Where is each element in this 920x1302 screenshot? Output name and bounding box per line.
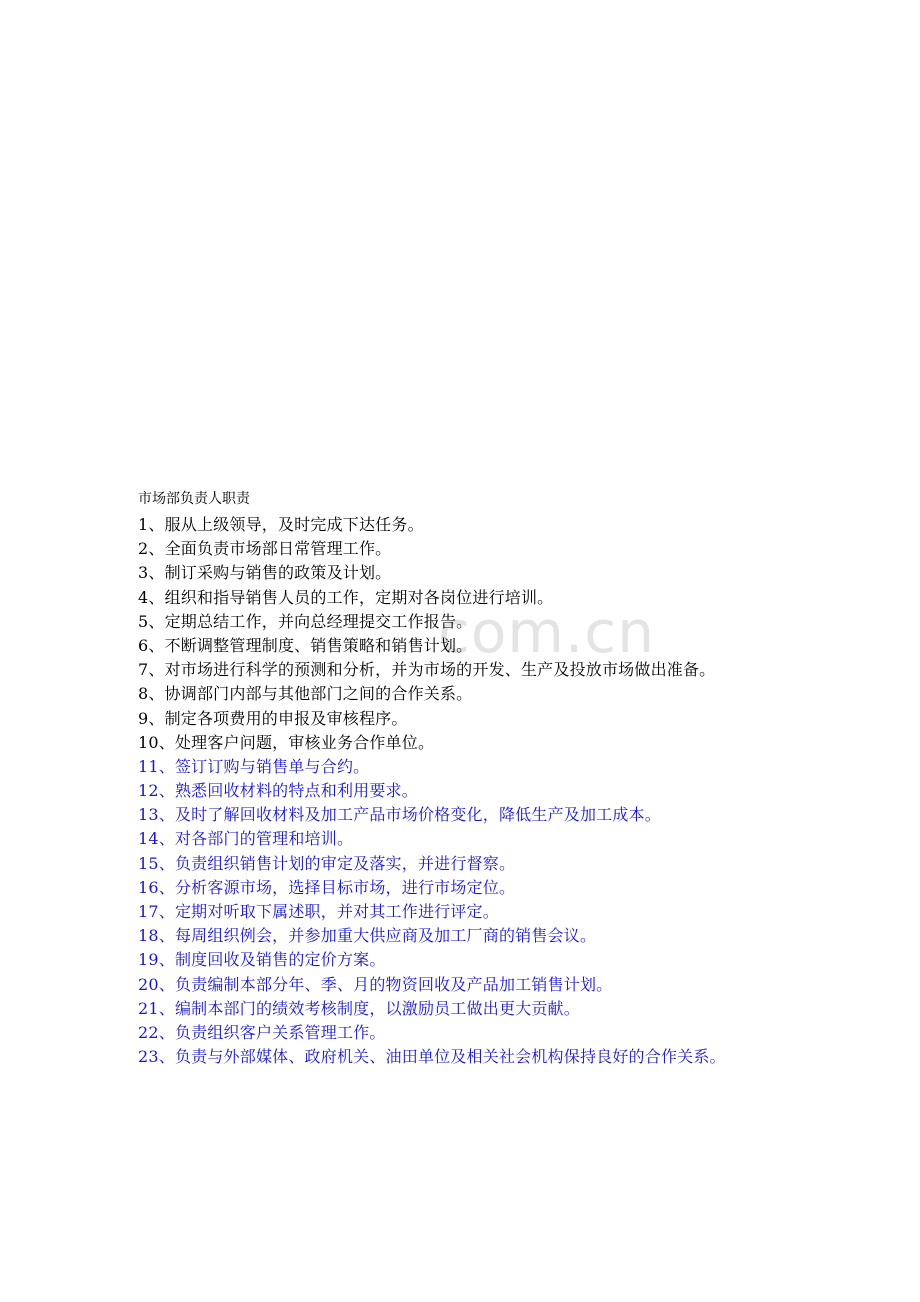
duty-item: 12、熟悉回收材料的特点和利用要求。 [138, 781, 418, 801]
duty-item: 20、负责编制本部分年、季、月的物资回收及产品加工销售计划。 [138, 974, 613, 994]
duty-item: 16、分析客源市场，选择目标市场，进行市场定位。 [138, 877, 516, 897]
duty-item: 15、负责组织销售计划的审定及落实，并进行督察。 [138, 853, 516, 873]
duty-item: 6、不断调整管理制度、销售策略和销售计划。 [138, 635, 473, 655]
duty-item: 18、每周组织例会，并参加重大供应商及加工厂商的销售会议。 [138, 926, 597, 946]
duty-item: 23、负责与外部媒体、政府机关、油田单位及相关社会机构保持良好的合作关系。 [138, 1047, 726, 1067]
duty-item: 4、组织和指导销售人员的工作，定期对各岗位进行培训。 [138, 587, 554, 607]
document-title: 市场部负责人职责 [138, 491, 250, 507]
duty-list [138, 513, 908, 1069]
duty-item: 5、定期总结工作，并向总经理提交工作报告。 [138, 611, 473, 631]
duty-item: 13、及时了解回收材料及加工产品市场价格变化，降低生产及加工成本。 [138, 805, 661, 825]
duty-item: 22、负责组织客户关系管理工作。 [138, 1022, 386, 1042]
duty-item: 11、签订订购与销售单与合约。 [138, 756, 370, 776]
duty-item: 1、服从上级领导，及时完成下达任务。 [138, 515, 424, 534]
duty-item: 14、对各部门的管理和培训。 [138, 829, 354, 849]
duty-item: 17、定期对听取下属述职，并对其工作进行评定。 [138, 902, 499, 921]
duty-item: 3、制订采购与销售的政策及计划。 [138, 563, 392, 583]
duty-item: 9、制定各项费用的申报及审核程序。 [138, 708, 408, 728]
duty-item: 7、对市场进行科学的预测和分析，并为市场的开发、生产及投放市场做出准备。 [138, 660, 716, 680]
duty-item: 21、编制本部门的绩效考核制度，以激励员工做出更大贡献。 [138, 998, 580, 1018]
duty-item: 19、制度回收及销售的定价方案。 [138, 950, 386, 970]
duty-item: 2、全面负责市场部日常管理工作。 [138, 539, 392, 559]
document-body [138, 489, 908, 1069]
duty-item: 8、协调部门内部与其他部门之间的合作关系。 [138, 684, 473, 704]
watermark: com.cn [438, 598, 655, 666]
duty-item: 10、处理客户问题，审核业务合作单位。 [138, 732, 435, 752]
